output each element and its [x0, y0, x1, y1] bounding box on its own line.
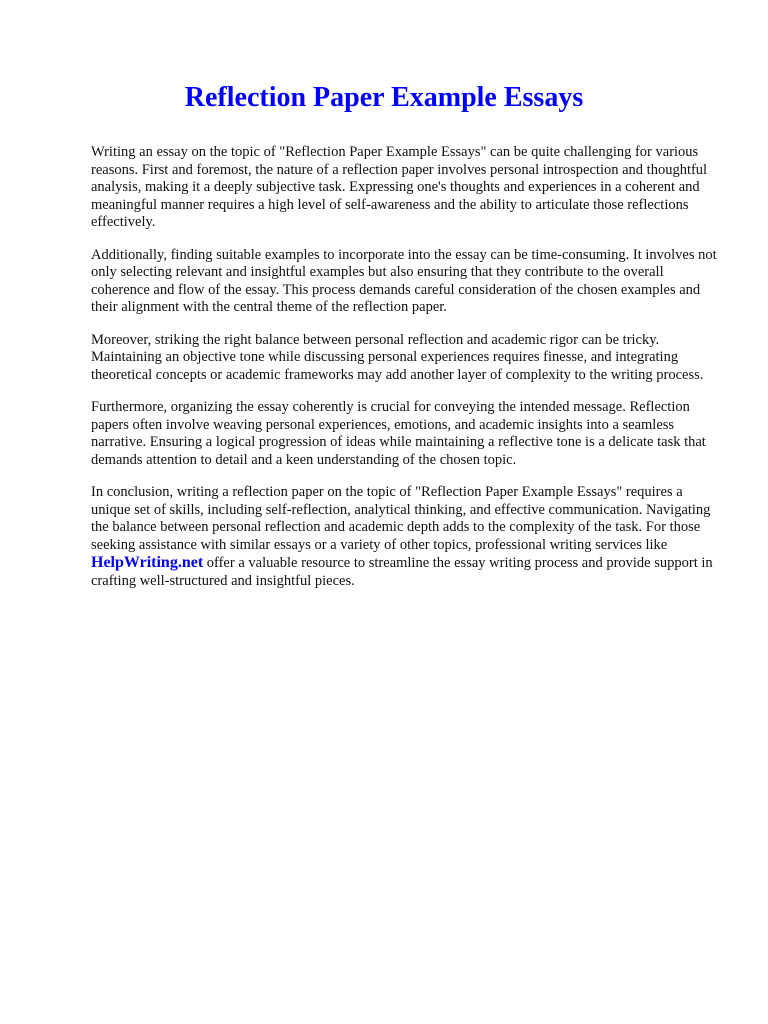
paragraph-conclusion — [91, 484, 721, 590]
paragraph-4: Furthermore, organizing the essay coherently is crucial for conveying the intended message. Reflection papers often involve weaving personal experiences, emotions, and academic insights into a seamless narrative. Ensuring a logical progression of ideas while maintaining a reflective tone is a delicate task that demands attention to detail and a keen understanding of the chosen topic. — [91, 399, 706, 468]
paragraph-2: Additionally, finding suitable examples to incorporate into the essay can be time-consuming. It involves not only selecting relevant and insightful examples but also ensuring that they contribute to the overall coherence and flow of the essay. This process demands careful consideration of the chosen examples and their alignment with the central theme of the reflection paper. — [91, 246, 717, 315]
paragraph-3: Moreover, striking the right balance between personal reflection and academic rigor can be tricky. Maintaining an objective tone while discussing personal experiences requires finesse, and integrating theoretical concepts or academic frameworks may add another layer of complexity to the writing process. — [91, 331, 704, 383]
conclusion-text-after-link: offer a valuable resource to streamline the essay writing process and provide support in crafting well-structured and insightful pieces. — [91, 555, 713, 589]
essay-body — [91, 144, 721, 605]
paragraph-1: Writing an essay on the topic of "Reflection Paper Example Essays" can be quite challenging for various reasons. First and foremost, the nature of a reflection paper involves personal introspection and thoughtful analysis, making it a deeply subjective task. Expressing one's thoughts and experiences in a coherent and meaningful manner requires a high level of self-awareness and the ability to articulate those reflections effectively. — [91, 144, 708, 230]
page-title: Reflection Paper Example Essays — [184, 82, 584, 113]
helpwriting-link[interactable]: HelpWriting.net — [91, 554, 204, 571]
conclusion-text-before-link: In conclusion, writing a reflection paper on the topic of "Reflection Paper Example Essays" requires a unique set of skills, including self-reflection, analytical thinking, and effective communication. Navigating the balance between personal reflection and academic depth adds to the complexity of the task. For those seeking assistance with similar essays or a variety of other topics, professional writing services like — [91, 484, 711, 553]
